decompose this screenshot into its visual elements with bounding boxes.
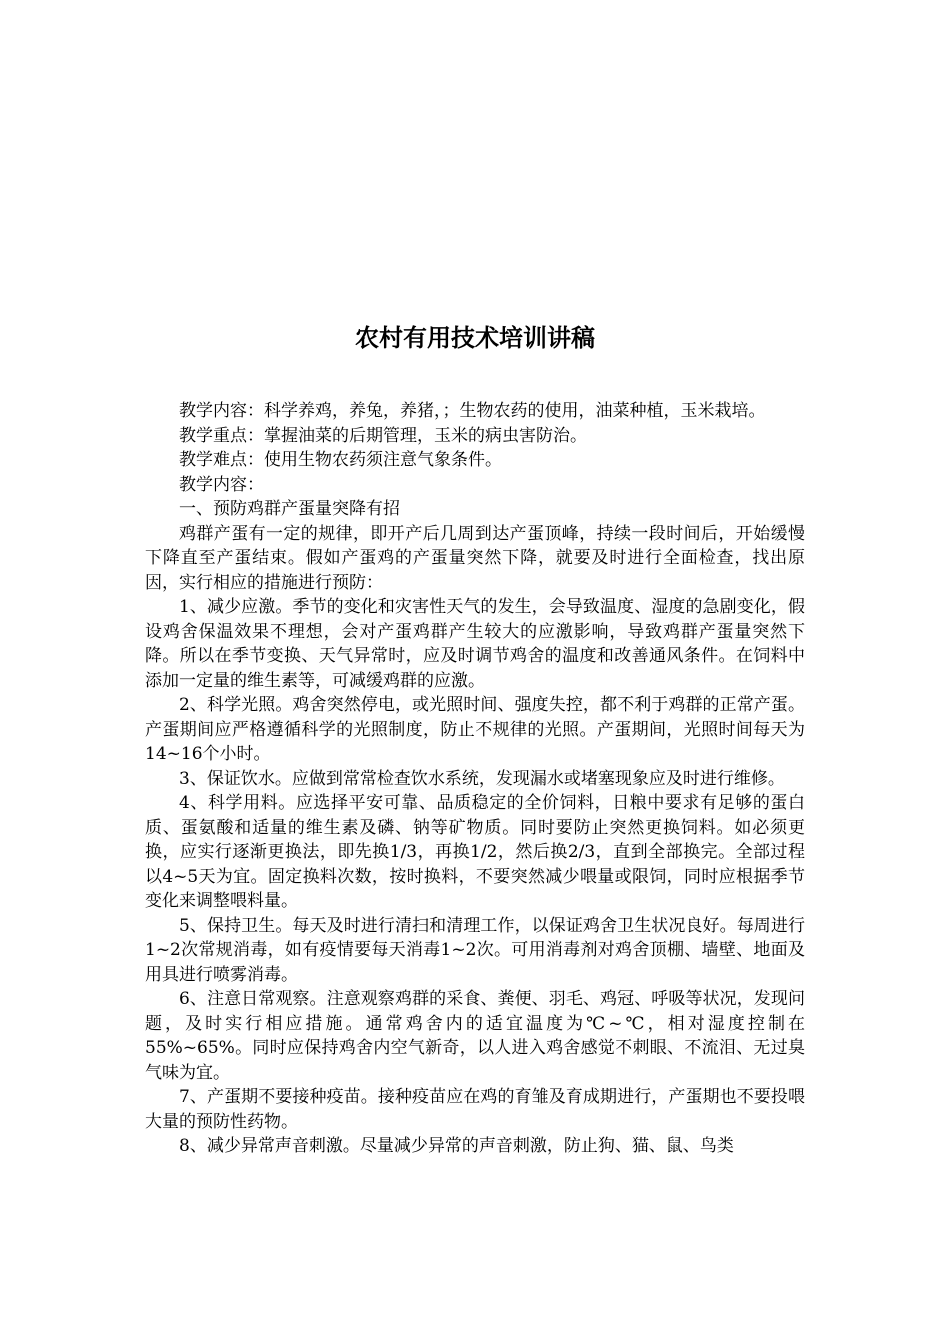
list-item-paragraph: 3、保证饮水。应做到常常检查饮水系统，发现漏水或堵塞现象应及时进行维修。	[179, 768, 785, 789]
list-item-paragraph: 8、减少异常声音刺激。尽量减少异常的声音刺激，防止狗、猫、鼠、鸟类	[179, 1136, 734, 1156]
list-item-paragraph: 6、注意日常观察。注意观察鸡群的采食、粪便、羽毛、鸡冠、呼吸等状况，发现问题，及时实行相应措施。通常鸡舍内的适宜温度为℃~℃，相对湿度控制在55%~65%。同时应保持鸡舍内空气新奇，以人进入鸡舍感觉不刺眼、不流泪、无过臭气味为宜。	[145, 989, 805, 1083]
teaching-content-heading: 教学内容：	[179, 474, 264, 495]
list-item-paragraph: 2、科学光照。鸡舍突然停电，或光照时间、强度失控，都不利于鸡群的正常产蛋。产蛋期间应严格遵循科学的光照制度，防止不规律的光照。产蛋期间，光照时间每天为14~16个小时。	[145, 695, 805, 764]
list-item-paragraph: 5、保持卫生。每天及时进行清扫和清理工作，以保证鸡舍卫生状况良好。每周进行1~2次常规消毒，如有疫情要每天消毒1~2次。可用消毒剂对鸡舍顶棚、墙壁、地面及用具进行喷雾消毒。	[145, 915, 805, 985]
list-item-paragraph: 4、科学用料。应选择平安可靠、品质稳定的全价饲料，日粮中要求有足够的蛋白质、蛋氨酸和适量的维生素及磷、钠等矿物质。同时要防止突然更换饲料。如必须更换，应实行逐渐更换法，即先换1/3，再换1/2，然后换2/3，直到全部换完。全部过程以4~5天为宜。固定换料次数，按时换料，不要突然减少喂量或限饲，同时应根据季节变化来调整喂料量。	[145, 793, 805, 911]
document-body	[145, 399, 805, 1159]
list-item-paragraph: 7、产蛋期不要接种疫苗。接种疫苗应在鸡的育雏及育成期进行，产蛋期也不要投喂大量的预防性药物。	[145, 1087, 805, 1132]
teaching-difficulty-paragraph: 教学难点：使用生物农药须注意气象条件。	[179, 450, 502, 470]
list-item-paragraph: 1、减少应激。季节的变化和灾害性天气的发生，会导致温度、湿度的急剧变化，假设鸡舍保温效果不理想，会对产蛋鸡群产生较大的应激影响，导致鸡群产蛋量突然下降。所以在季节变换、天气异常时，应及时调节鸡舍的温度和改善通风条件。在饲料中添加一定量的维生素等，可减缓鸡群的应激。	[145, 597, 805, 691]
body-paragraph: 鸡群产蛋有一定的规律，即开产后几周到达产蛋顶峰，持续一段时间后，开始缓慢下降直至产蛋结束。假如产蛋鸡的产蛋量突然下降，就要及时进行全面检查，找出原因，实行相应的措施进行预防：	[145, 523, 805, 593]
teaching-content-paragraph: 教学内容：科学养鸡，养兔，养猪，；生物农药的使用，油菜种植，玉米栽培。	[179, 401, 766, 421]
teaching-focus-paragraph: 教学重点：掌握油菜的后期管理，玉米的病虫害防治。	[179, 425, 587, 446]
section-heading: 一、预防鸡群产蛋量突降有招	[179, 499, 400, 519]
document-title: 农村有用技术培训讲稿	[355, 324, 595, 352]
